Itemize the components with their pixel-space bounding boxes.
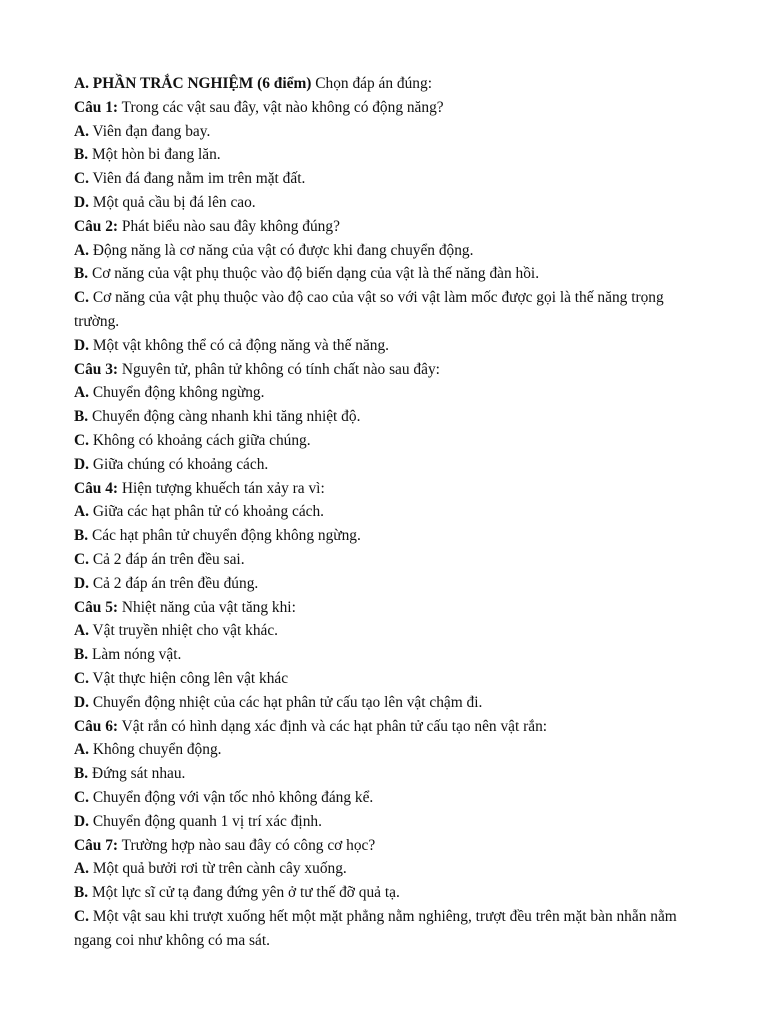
- option-text: Chuyển động càng nhanh khi tăng nhiệt độ.: [91, 408, 361, 426]
- option-text: Cơ năng của vật phụ thuộc vào độ biến dạng của vật là thế năng đàn hồi.: [91, 265, 540, 283]
- answer-option: [74, 191, 694, 215]
- answer-option: [74, 881, 694, 905]
- option-text: Chuyển động với vận tốc nhỏ không đáng kể.: [92, 788, 374, 806]
- answer-option: [74, 239, 694, 263]
- question-line: [74, 715, 694, 739]
- question-text: Vật rắn có hình dạng xác định và các hạt phân tử cấu tạo nên vật rắn:: [121, 717, 548, 735]
- option-letter: B.: [74, 265, 89, 283]
- question-line: [74, 215, 694, 239]
- answer-option: [74, 286, 694, 334]
- option-letter: A.: [74, 503, 89, 521]
- answer-option: [74, 691, 694, 715]
- question-line: [74, 477, 694, 501]
- option-letter: B.: [74, 765, 89, 783]
- option-text: Vật truyền nhiệt cho vật khác.: [92, 622, 279, 640]
- question-text: Phát biểu nào sau đây không đúng?: [121, 217, 340, 235]
- option-letter: A.: [74, 741, 89, 759]
- answer-option: [74, 500, 694, 524]
- option-letter: A.: [74, 860, 89, 878]
- answer-option: [74, 572, 694, 596]
- option-text: Đứng sát nhau.: [91, 765, 186, 783]
- question-block: [74, 215, 694, 358]
- answer-option: [74, 738, 694, 762]
- option-letter: C.: [74, 431, 89, 449]
- option-letter: D.: [74, 693, 89, 711]
- option-letter: A.: [74, 241, 89, 259]
- answer-option: [74, 143, 694, 167]
- option-letter: C.: [74, 669, 89, 687]
- option-text: Giữa các hạt phân tử có khoảng cách.: [92, 503, 325, 521]
- answer-option: [74, 786, 694, 810]
- question-text: Trường hợp nào sau đây có công cơ học?: [121, 836, 376, 854]
- question-line: [74, 358, 694, 382]
- option-text: Một hòn bi đang lăn.: [91, 146, 221, 164]
- option-letter: B.: [74, 146, 89, 164]
- answer-option: [74, 619, 694, 643]
- option-letter: D.: [74, 574, 89, 592]
- question-block: [74, 715, 694, 834]
- answer-option: [74, 524, 694, 548]
- answer-option: [74, 453, 694, 477]
- option-text: Viên đá đang nằm im trên mặt đất.: [92, 170, 306, 188]
- answer-option: [74, 762, 694, 786]
- option-letter: C.: [74, 550, 89, 568]
- option-letter: A.: [74, 122, 89, 140]
- question-block: [74, 358, 694, 477]
- option-text: Chuyển động không ngừng.: [92, 384, 265, 402]
- question-label: Câu 7:: [74, 836, 119, 854]
- option-text: Cơ năng của vật phụ thuộc vào độ cao của vật so với vật làm mốc được gọi là thế năng trọng trường.: [74, 289, 664, 330]
- answer-option: [74, 643, 694, 667]
- question-label: Câu 6:: [74, 717, 119, 735]
- question-list: [74, 96, 694, 953]
- option-text: Không chuyển động.: [92, 741, 222, 759]
- section-heading: A. PHẦN TRẮC NGHIỆM (6 điểm): [74, 75, 312, 92]
- answer-option: [74, 334, 694, 358]
- option-letter: B.: [74, 527, 89, 545]
- option-letter: B.: [74, 884, 89, 902]
- question-text: Nguyên tử, phân tử không có tính chất nào sau đây:: [121, 360, 440, 378]
- answer-option: [74, 667, 694, 691]
- question-text: Hiện tượng khuếch tán xảy ra vì:: [121, 479, 325, 497]
- question-label: Câu 1:: [74, 98, 119, 116]
- option-letter: C.: [74, 907, 89, 925]
- question-text: Nhiệt năng của vật tăng khi:: [121, 598, 296, 616]
- option-text: Cả 2 đáp án trên đều sai.: [92, 550, 245, 568]
- question-line: [74, 96, 694, 120]
- option-text: Giữa chúng có khoảng cách.: [92, 455, 269, 473]
- option-letter: A.: [74, 384, 89, 402]
- option-letter: C.: [74, 170, 89, 188]
- option-letter: C.: [74, 289, 89, 307]
- question-block: [74, 596, 694, 715]
- question-line: [74, 834, 694, 858]
- question-block: [74, 834, 694, 953]
- option-text: Làm nóng vật.: [91, 646, 182, 664]
- option-letter: D.: [74, 336, 89, 354]
- option-text: Các hạt phân tử chuyển động không ngừng.: [91, 527, 361, 545]
- answer-option: [74, 262, 694, 286]
- answer-option: [74, 857, 694, 881]
- option-letter: B.: [74, 646, 89, 664]
- answer-option: [74, 167, 694, 191]
- option-text: Một quả bưởi rơi từ trên cành cây xuống.: [92, 860, 347, 878]
- option-text: Chuyển động nhiệt của các hạt phân tử cấu tạo lên vật chậm đi.: [92, 693, 483, 711]
- question-text: Trong các vật sau đây, vật nào không có động năng?: [121, 98, 444, 116]
- option-text: Một quả cầu bị đá lên cao.: [92, 193, 256, 211]
- question-block: [74, 477, 694, 596]
- question-label: Câu 4:: [74, 479, 119, 497]
- question-block: [74, 96, 694, 215]
- option-letter: C.: [74, 788, 89, 806]
- option-letter: D.: [74, 812, 89, 830]
- option-letter: D.: [74, 455, 89, 473]
- answer-option: [74, 548, 694, 572]
- option-letter: D.: [74, 193, 89, 211]
- answer-option: [74, 810, 694, 834]
- question-label: Câu 5:: [74, 598, 119, 616]
- question-label: Câu 3:: [74, 360, 119, 378]
- answer-option: [74, 429, 694, 453]
- option-text: Không có khoảng cách giữa chúng.: [92, 431, 311, 449]
- answer-option: [74, 381, 694, 405]
- answer-option: [74, 905, 694, 953]
- option-letter: B.: [74, 408, 89, 426]
- option-text: Cả 2 đáp án trên đều đúng.: [92, 574, 259, 592]
- option-text: Viên đạn đang bay.: [92, 122, 211, 140]
- option-text: Động năng là cơ năng của vật có được khi đang chuyển động.: [92, 241, 474, 259]
- question-line: [74, 596, 694, 620]
- option-letter: A.: [74, 622, 89, 640]
- section-heading-line: [74, 72, 694, 96]
- option-text: Một vật không thể có cả động năng và thế năng.: [92, 336, 390, 354]
- question-label: Câu 2:: [74, 217, 119, 235]
- option-text: Vật thực hiện công lên vật khác: [92, 669, 289, 687]
- answer-option: [74, 405, 694, 429]
- answer-option: [74, 120, 694, 144]
- section-instruction: Chọn đáp án đúng:: [315, 75, 432, 92]
- option-text: Chuyển động quanh 1 vị trí xác định.: [92, 812, 322, 830]
- option-text: Một vật sau khi trượt xuống hết một mặt phẳng nằm nghiêng, trượt đều trên mặt bàn nhẵn nằm ngang coi như không có ma sát.: [74, 907, 677, 949]
- option-text: Một lực sĩ cử tạ đang đứng yên ở tư thế đỡ quả tạ.: [91, 884, 400, 902]
